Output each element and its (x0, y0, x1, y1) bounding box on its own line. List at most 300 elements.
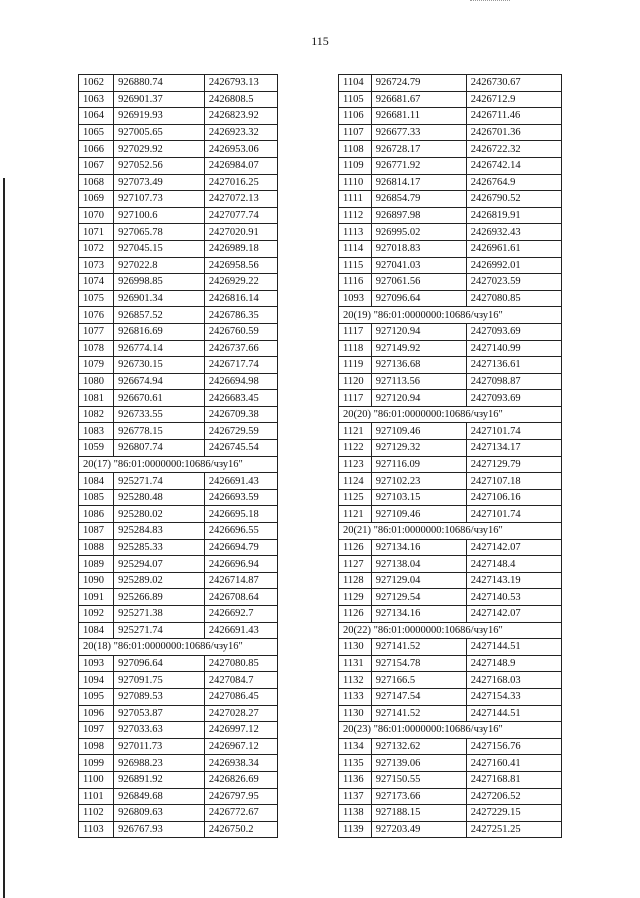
point-number-cell: 1098 (79, 738, 114, 755)
y-coordinate-cell: 2426695.18 (204, 506, 277, 523)
point-number-cell: 1126 (339, 606, 372, 623)
section-header-row (339, 307, 562, 324)
x-coordinate-cell: 927107.73 (114, 191, 205, 208)
x-coordinate-cell: 927154.78 (371, 655, 466, 672)
y-coordinate-cell: 2426750.2 (204, 821, 277, 838)
table-row (79, 821, 278, 838)
x-coordinate-cell: 926674.94 (114, 373, 205, 390)
y-coordinate-cell: 2426808.5 (204, 91, 277, 108)
point-number-cell: 1118 (339, 340, 372, 357)
table-row (339, 240, 562, 257)
x-coordinate-cell: 927134.16 (371, 606, 466, 623)
y-coordinate-cell: 2427154.33 (466, 688, 561, 705)
point-number-cell: 1067 (79, 157, 114, 174)
table-row (339, 589, 562, 606)
table-row (79, 290, 278, 307)
y-coordinate-cell: 2426693.59 (204, 489, 277, 506)
table-row (339, 489, 562, 506)
x-coordinate-cell: 926774.14 (114, 340, 205, 357)
x-coordinate-cell: 926897.98 (371, 207, 466, 224)
x-coordinate-cell: 925266.89 (114, 589, 205, 606)
table-row (339, 572, 562, 589)
table-row (79, 539, 278, 556)
table-row (339, 688, 562, 705)
table-row (339, 390, 562, 407)
table-row (339, 672, 562, 689)
table-row (79, 622, 278, 639)
point-number-cell: 1139 (339, 821, 372, 838)
table-row (339, 639, 562, 656)
table-row (79, 141, 278, 158)
point-number-cell: 1113 (339, 224, 372, 241)
table-row (79, 191, 278, 208)
y-coordinate-cell: 2427077.74 (204, 207, 277, 224)
y-coordinate-cell: 2426932.43 (466, 224, 561, 241)
x-coordinate-cell: 927091.75 (114, 672, 205, 689)
x-coordinate-cell: 925271.74 (114, 622, 205, 639)
table-row (79, 274, 278, 291)
x-coordinate-cell: 926681.11 (371, 108, 466, 125)
x-coordinate-cell: 927141.52 (371, 705, 466, 722)
x-coordinate-cell: 927018.83 (371, 240, 466, 257)
y-coordinate-cell: 2426929.22 (204, 274, 277, 291)
x-coordinate-cell: 927045.15 (114, 240, 205, 257)
table-row (79, 257, 278, 274)
table-row (79, 705, 278, 722)
point-number-cell: 1137 (339, 788, 372, 805)
y-coordinate-cell: 2426953.06 (204, 141, 277, 158)
x-coordinate-cell: 926778.15 (114, 423, 205, 440)
x-coordinate-cell: 925294.07 (114, 556, 205, 573)
y-coordinate-cell: 2427142.07 (466, 539, 561, 556)
section-header-row (339, 523, 562, 540)
point-number-cell: 1110 (339, 174, 372, 191)
x-coordinate-cell: 927132.62 (371, 738, 466, 755)
point-number-cell: 1117 (339, 323, 372, 340)
point-number-cell: 1076 (79, 307, 114, 324)
table-row (79, 340, 278, 357)
table-row (79, 207, 278, 224)
y-coordinate-cell: 2427144.51 (466, 639, 561, 656)
point-number-cell: 1078 (79, 340, 114, 357)
section-header-row (79, 639, 278, 656)
y-coordinate-cell: 2426709.38 (204, 406, 277, 423)
x-coordinate-cell: 925289.02 (114, 572, 205, 589)
x-coordinate-cell: 926816.69 (114, 323, 205, 340)
y-coordinate-cell: 2426729.59 (204, 423, 277, 440)
x-coordinate-cell: 926807.74 (114, 440, 205, 457)
table-row (79, 157, 278, 174)
y-coordinate-cell: 2427084.7 (204, 672, 277, 689)
section-header: 20(21) "86:01:0000000:10686/чзу16" (339, 523, 562, 540)
y-coordinate-cell: 2426793.13 (204, 75, 277, 92)
point-number-cell: 1085 (79, 489, 114, 506)
point-number-cell: 1121 (339, 423, 372, 440)
y-coordinate-cell: 2426958.56 (204, 257, 277, 274)
y-coordinate-cell: 2426819.91 (466, 207, 561, 224)
point-number-cell: 1070 (79, 207, 114, 224)
table-row (339, 124, 562, 141)
table-row (339, 373, 562, 390)
y-coordinate-cell: 2427206.52 (466, 788, 561, 805)
coordinates-table-right (338, 74, 562, 838)
y-coordinate-cell: 2427168.81 (466, 771, 561, 788)
point-number-cell: 1065 (79, 124, 114, 141)
section-header: 20(23) "86:01:0000000:10686/чзу16" (339, 722, 562, 739)
table-row (339, 440, 562, 457)
y-coordinate-cell: 2426772.67 (204, 805, 277, 822)
table-row (339, 755, 562, 772)
point-number-cell: 1126 (339, 539, 372, 556)
y-coordinate-cell: 2427101.74 (466, 423, 561, 440)
point-number-cell: 1064 (79, 108, 114, 125)
table-row (79, 523, 278, 540)
table-row (339, 506, 562, 523)
point-number-cell: 1130 (339, 639, 372, 656)
point-number-cell: 1105 (339, 91, 372, 108)
x-coordinate-cell: 927052.56 (114, 157, 205, 174)
x-coordinate-cell: 926995.02 (371, 224, 466, 241)
x-coordinate-cell: 927073.49 (114, 174, 205, 191)
y-coordinate-cell: 2426730.67 (466, 75, 561, 92)
y-coordinate-cell: 2427086.45 (204, 688, 277, 705)
point-number-cell: 1097 (79, 722, 114, 739)
y-coordinate-cell: 2427143.19 (466, 572, 561, 589)
point-number-cell: 1099 (79, 755, 114, 772)
y-coordinate-cell: 2426745.54 (204, 440, 277, 457)
point-number-cell: 1079 (79, 357, 114, 374)
table-row (339, 75, 562, 92)
x-coordinate-cell: 927109.46 (371, 506, 466, 523)
y-coordinate-cell: 2427168.03 (466, 672, 561, 689)
table-row (79, 473, 278, 490)
table-row (79, 606, 278, 623)
y-coordinate-cell: 2426722.32 (466, 141, 561, 158)
table-row (79, 755, 278, 772)
table-row (339, 456, 562, 473)
point-number-cell: 1100 (79, 771, 114, 788)
y-coordinate-cell: 2427072.13 (204, 191, 277, 208)
x-coordinate-cell: 926901.37 (114, 91, 205, 108)
y-coordinate-cell: 2426984.07 (204, 157, 277, 174)
table-row (339, 174, 562, 191)
point-number-cell: 1071 (79, 224, 114, 241)
x-coordinate-cell: 927113.56 (371, 373, 466, 390)
table-row (79, 688, 278, 705)
x-coordinate-cell: 925284.83 (114, 523, 205, 540)
x-coordinate-cell: 926724.79 (371, 75, 466, 92)
point-number-cell: 1087 (79, 523, 114, 540)
y-coordinate-cell: 2426797.95 (204, 788, 277, 805)
table-row (79, 75, 278, 92)
table-row (339, 539, 562, 556)
point-number-cell: 1127 (339, 556, 372, 573)
x-coordinate-cell: 926880.74 (114, 75, 205, 92)
y-coordinate-cell: 2426823.92 (204, 108, 277, 125)
section-header-row (339, 406, 562, 423)
point-number-cell: 1132 (339, 672, 372, 689)
point-number-cell: 1080 (79, 373, 114, 390)
point-number-cell: 1115 (339, 257, 372, 274)
point-number-cell: 1096 (79, 705, 114, 722)
point-number-cell: 1114 (339, 240, 372, 257)
point-number-cell: 1117 (339, 390, 372, 407)
table-row (339, 606, 562, 623)
point-number-cell: 1138 (339, 805, 372, 822)
point-number-cell: 1130 (339, 705, 372, 722)
point-number-cell: 1084 (79, 473, 114, 490)
y-coordinate-cell: 2426692.7 (204, 606, 277, 623)
y-coordinate-cell: 2426696.94 (204, 556, 277, 573)
y-coordinate-cell: 2426786.35 (204, 307, 277, 324)
table-row (79, 572, 278, 589)
table-row (79, 108, 278, 125)
x-coordinate-cell: 925285.33 (114, 539, 205, 556)
x-coordinate-cell: 926767.93 (114, 821, 205, 838)
y-coordinate-cell: 2426737.66 (204, 340, 277, 357)
x-coordinate-cell: 926854.79 (371, 191, 466, 208)
point-number-cell: 1083 (79, 423, 114, 440)
y-coordinate-cell: 2427148.4 (466, 556, 561, 573)
table-row (79, 672, 278, 689)
table-row (79, 423, 278, 440)
y-coordinate-cell: 2427080.85 (466, 290, 561, 307)
y-coordinate-cell: 2427160.41 (466, 755, 561, 772)
coordinates-table-left-body (79, 75, 278, 838)
table-row (339, 821, 562, 838)
y-coordinate-cell: 2426701.36 (466, 124, 561, 141)
y-coordinate-cell: 2427023.59 (466, 274, 561, 291)
table-row (79, 506, 278, 523)
table-row (339, 340, 562, 357)
x-coordinate-cell: 927061.56 (371, 274, 466, 291)
x-coordinate-cell: 926733.55 (114, 406, 205, 423)
point-number-cell: 1102 (79, 805, 114, 822)
point-number-cell: 1094 (79, 672, 114, 689)
point-number-cell: 1116 (339, 274, 372, 291)
x-coordinate-cell: 927136.68 (371, 357, 466, 374)
y-coordinate-cell: 2427098.87 (466, 373, 561, 390)
x-coordinate-cell: 927129.54 (371, 589, 466, 606)
x-coordinate-cell: 927109.46 (371, 423, 466, 440)
table-row (339, 473, 562, 490)
point-number-cell: 1108 (339, 141, 372, 158)
y-coordinate-cell: 2426997.12 (204, 722, 277, 739)
point-number-cell: 1109 (339, 157, 372, 174)
x-coordinate-cell: 927065.78 (114, 224, 205, 241)
page-number: 115 (311, 34, 329, 48)
y-coordinate-cell: 2426696.55 (204, 523, 277, 540)
x-coordinate-cell: 926728.17 (371, 141, 466, 158)
section-header: 20(18) "86:01:0000000:10686/чзу16" (79, 639, 278, 656)
y-coordinate-cell: 2426712.9 (466, 91, 561, 108)
point-number-cell: 1120 (339, 373, 372, 390)
x-coordinate-cell: 926730.15 (114, 357, 205, 374)
table-row (79, 323, 278, 340)
x-coordinate-cell: 927011.73 (114, 738, 205, 755)
y-coordinate-cell: 2427093.69 (466, 323, 561, 340)
x-coordinate-cell: 927116.09 (371, 456, 466, 473)
table-row (339, 788, 562, 805)
y-coordinate-cell: 2427148.9 (466, 655, 561, 672)
point-number-cell: 1093 (339, 290, 372, 307)
y-coordinate-cell: 2426989.18 (204, 240, 277, 257)
point-number-cell: 1136 (339, 771, 372, 788)
table-row (79, 373, 278, 390)
point-number-cell: 1103 (79, 821, 114, 838)
y-coordinate-cell: 2426967.12 (204, 738, 277, 755)
point-number-cell: 1122 (339, 440, 372, 457)
y-coordinate-cell: 2426923.32 (204, 124, 277, 141)
x-coordinate-cell: 926901.34 (114, 290, 205, 307)
point-number-cell: 1084 (79, 622, 114, 639)
y-coordinate-cell: 2427140.99 (466, 340, 561, 357)
table-row (339, 556, 562, 573)
x-coordinate-cell: 926857.52 (114, 307, 205, 324)
point-number-cell: 1128 (339, 572, 372, 589)
y-coordinate-cell: 2427134.17 (466, 440, 561, 457)
y-coordinate-cell: 2427251.25 (466, 821, 561, 838)
x-coordinate-cell: 927129.32 (371, 440, 466, 457)
table-row (79, 240, 278, 257)
x-coordinate-cell: 925280.02 (114, 506, 205, 523)
y-coordinate-cell: 2427144.51 (466, 705, 561, 722)
table-row (339, 91, 562, 108)
x-coordinate-cell: 926681.67 (371, 91, 466, 108)
x-coordinate-cell: 927134.16 (371, 539, 466, 556)
table-row (79, 307, 278, 324)
point-number-cell: 1086 (79, 506, 114, 523)
point-number-cell: 1119 (339, 357, 372, 374)
y-coordinate-cell: 2427080.85 (204, 655, 277, 672)
point-number-cell: 1107 (339, 124, 372, 141)
y-coordinate-cell: 2426961.61 (466, 240, 561, 257)
x-coordinate-cell: 927029.92 (114, 141, 205, 158)
x-coordinate-cell: 927033.63 (114, 722, 205, 739)
y-coordinate-cell: 2427142.07 (466, 606, 561, 623)
y-coordinate-cell: 2426717.74 (204, 357, 277, 374)
scan-edge-mark (3, 178, 5, 898)
scan-artifact (470, 0, 510, 4)
y-coordinate-cell: 2427140.53 (466, 589, 561, 606)
point-number-cell: 1092 (79, 606, 114, 623)
table-row (339, 655, 562, 672)
x-coordinate-cell: 926849.68 (114, 788, 205, 805)
table-row (79, 91, 278, 108)
x-coordinate-cell: 927203.49 (371, 821, 466, 838)
section-header: 20(19) "86:01:0000000:10686/чзу16" (339, 307, 562, 324)
section-header: 20(20) "86:01:0000000:10686/чзу16" (339, 406, 562, 423)
table-row (79, 357, 278, 374)
x-coordinate-cell: 927149.92 (371, 340, 466, 357)
table-row (79, 489, 278, 506)
x-coordinate-cell: 927150.55 (371, 771, 466, 788)
table-row (339, 274, 562, 291)
table-row (339, 157, 562, 174)
point-number-cell: 1082 (79, 406, 114, 423)
x-coordinate-cell: 927089.53 (114, 688, 205, 705)
table-row (339, 805, 562, 822)
point-number-cell: 1075 (79, 290, 114, 307)
point-number-cell: 1124 (339, 473, 372, 490)
table-row (339, 257, 562, 274)
y-coordinate-cell: 2426694.79 (204, 539, 277, 556)
point-number-cell: 1106 (339, 108, 372, 125)
x-coordinate-cell: 927022.8 (114, 257, 205, 274)
point-number-cell: 1121 (339, 506, 372, 523)
table-row (79, 556, 278, 573)
y-coordinate-cell: 2426691.43 (204, 622, 277, 639)
y-coordinate-cell: 2427028.27 (204, 705, 277, 722)
table-row (339, 207, 562, 224)
x-coordinate-cell: 926891.92 (114, 771, 205, 788)
table-row (339, 290, 562, 307)
x-coordinate-cell: 926670.61 (114, 390, 205, 407)
x-coordinate-cell: 927120.94 (371, 390, 466, 407)
point-number-cell: 1066 (79, 141, 114, 158)
table-row (339, 357, 562, 374)
coordinates-table-right-body (339, 75, 562, 838)
point-number-cell: 1069 (79, 191, 114, 208)
point-number-cell: 1135 (339, 755, 372, 772)
point-number-cell: 1101 (79, 788, 114, 805)
point-number-cell: 1090 (79, 572, 114, 589)
point-number-cell: 1112 (339, 207, 372, 224)
y-coordinate-cell: 2426714.87 (204, 572, 277, 589)
x-coordinate-cell: 927141.52 (371, 639, 466, 656)
x-coordinate-cell: 927129.04 (371, 572, 466, 589)
y-coordinate-cell: 2426760.59 (204, 323, 277, 340)
x-coordinate-cell: 925271.74 (114, 473, 205, 490)
y-coordinate-cell: 2426683.45 (204, 390, 277, 407)
table-row (339, 771, 562, 788)
table-row (339, 224, 562, 241)
x-coordinate-cell: 927147.54 (371, 688, 466, 705)
table-row (79, 224, 278, 241)
section-header-row (339, 722, 562, 739)
point-number-cell: 1081 (79, 390, 114, 407)
point-number-cell: 1134 (339, 738, 372, 755)
y-coordinate-cell: 2426992.01 (466, 257, 561, 274)
point-number-cell: 1072 (79, 240, 114, 257)
x-coordinate-cell: 927173.66 (371, 788, 466, 805)
section-header: 20(17) "86:01:0000000:10686/чзу16" (79, 456, 278, 473)
point-number-cell: 1129 (339, 589, 372, 606)
point-number-cell: 1123 (339, 456, 372, 473)
table-row (79, 722, 278, 739)
table-row (79, 805, 278, 822)
point-number-cell: 1074 (79, 274, 114, 291)
point-number-cell: 1131 (339, 655, 372, 672)
point-number-cell: 1073 (79, 257, 114, 274)
y-coordinate-cell: 2426691.43 (204, 473, 277, 490)
x-coordinate-cell: 926998.85 (114, 274, 205, 291)
y-coordinate-cell: 2426790.52 (466, 191, 561, 208)
table-row (339, 191, 562, 208)
y-coordinate-cell: 2427106.16 (466, 489, 561, 506)
point-number-cell: 1062 (79, 75, 114, 92)
y-coordinate-cell: 2427016.25 (204, 174, 277, 191)
x-coordinate-cell: 927120.94 (371, 323, 466, 340)
point-number-cell: 1111 (339, 191, 372, 208)
x-coordinate-cell: 926677.33 (371, 124, 466, 141)
y-coordinate-cell: 2427136.61 (466, 357, 561, 374)
y-coordinate-cell: 2427101.74 (466, 506, 561, 523)
x-coordinate-cell: 927096.64 (371, 290, 466, 307)
section-header-row (79, 456, 278, 473)
table-row (339, 705, 562, 722)
y-coordinate-cell: 2426938.34 (204, 755, 277, 772)
